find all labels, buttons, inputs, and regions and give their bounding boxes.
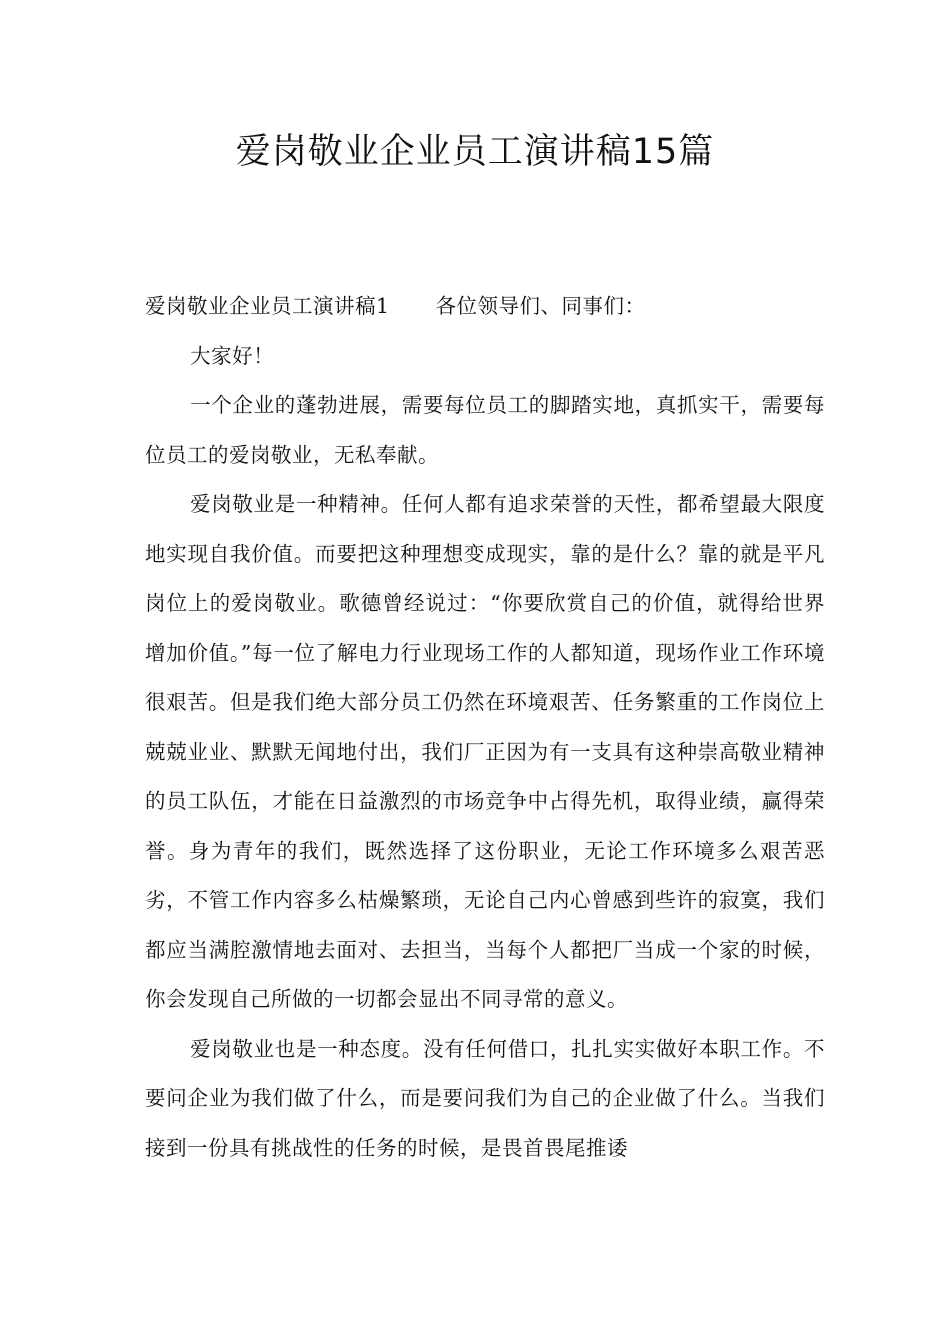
salutation: 各位领导们、同事们： [435,294,646,318]
document-title: 爱岗敬业企业员工演讲稿15篇 [235,132,715,172]
document-body [145,282,825,1173]
paragraph-3: 爱岗敬业也是一种态度。没有任何借口，扎扎实实做好本职工作。不要问企业为我们做了什么，而是要问我们为自己的企业做了什么。当我们接到一份具有挑战性的任务的时候，是畏首畏尾推诿 [145,1036,825,1160]
paragraph-2: 爱岗敬业是一种精神。任何人都有追求荣誉的天性，都希望最大限度地实现自我价值。而要把这种理想变成现实，靠的是什么？靠的就是平凡岗位上的爱岗敬业。歌德曾经说过：“你要欣赏自己的价值，就得给世界增加价值。”每一位了解电力行业现场工作的人都知道，现场作业工作环境很艰苦。但是我们绝大部分员工仍然在环境艰苦、任务繁重的工作岗位上兢兢业业、默默无闻地付出，我们厂正因为有一支具有这种崇高敬业精神的员工队伍，才能在日益激烈的市场竞争中占得先机，取得业绩，赢得荣誉。身为青年的我们，既然选择了这份职业，无论工作环境多么艰苦恶劣，不管工作内容多么枯燥繁琐，无论自己内心曾感到些许的寂寞，我们都应当满腔激情地去面对、去担当，当每个人都把厂当成一个家的时候，你会发现自己所做的一切都会显出不同寻常的意义。 [145,492,825,1011]
greeting: 大家好！ [190,343,275,368]
intro-line [145,282,825,332]
intro-heading: 爱岗敬业企业员工演讲稿1 [145,294,390,318]
paragraph-1: 一个企业的蓬勃进展，需要每位员工的脚踏实地，真抓实干，需要每位员工的爱岗敬业，无私奉献。 [145,393,825,467]
